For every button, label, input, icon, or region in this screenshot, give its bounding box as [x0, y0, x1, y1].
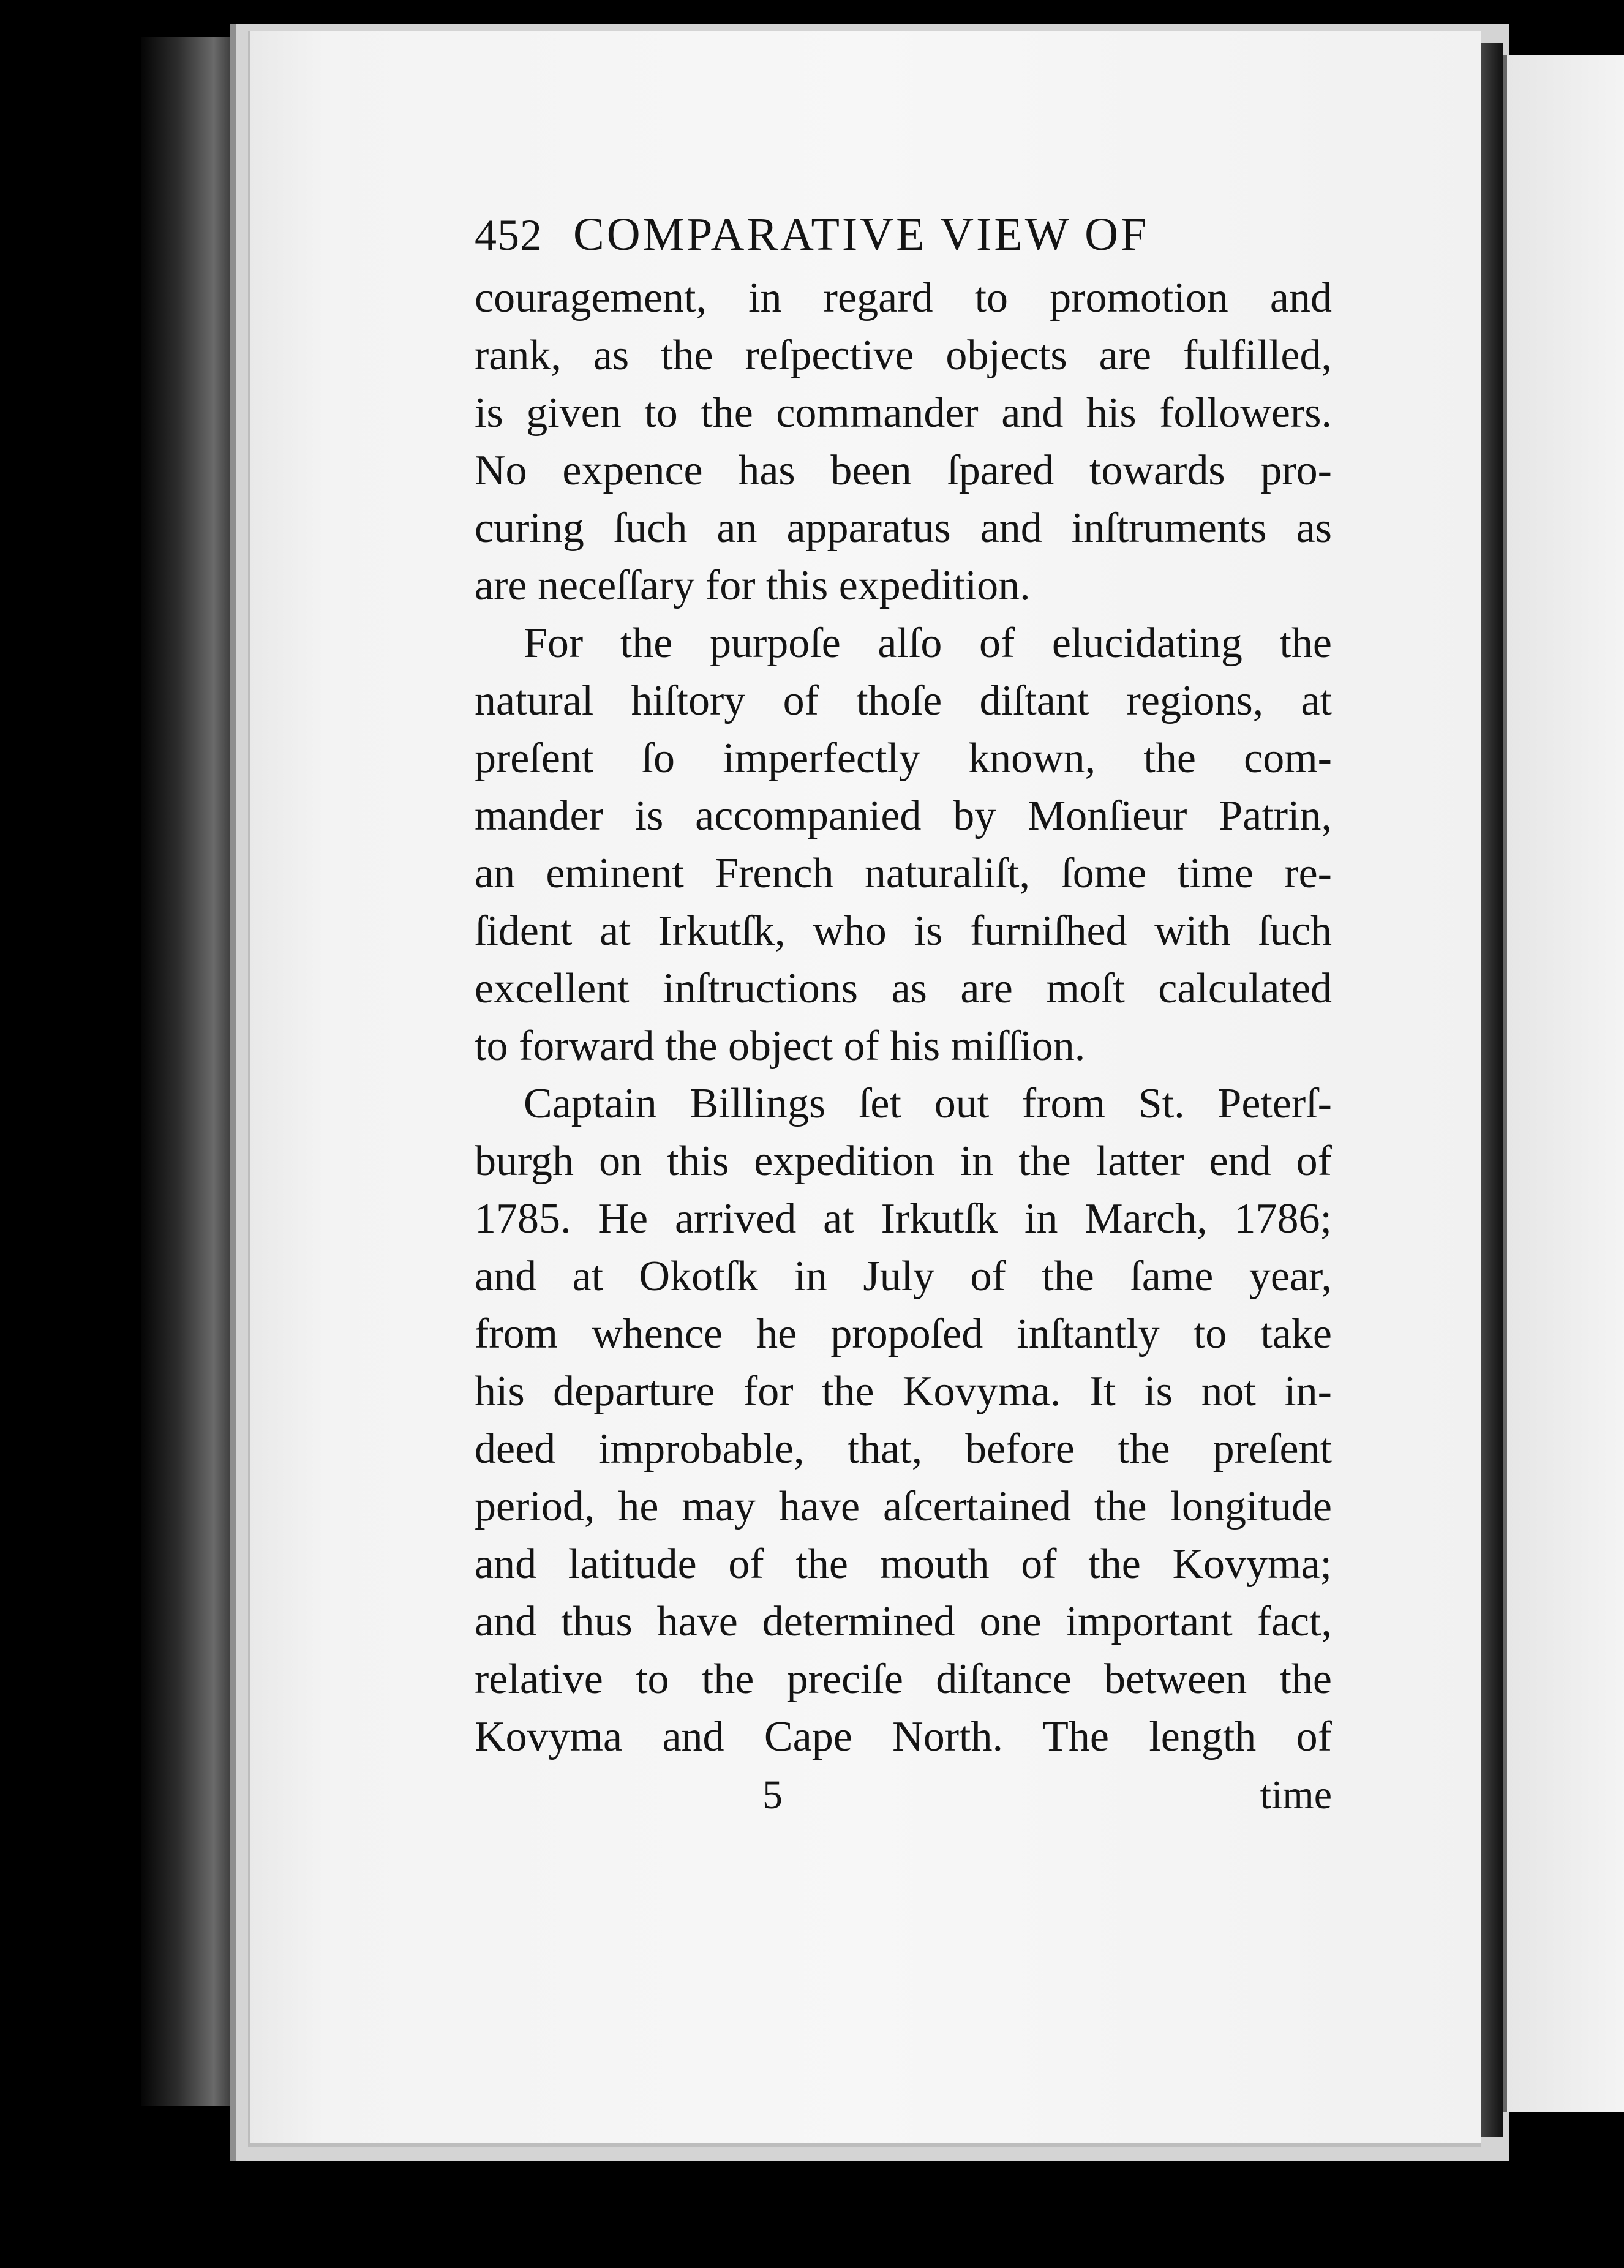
text-line: excellent inſtructions as are moſt calculated — [475, 965, 1332, 1012]
text-line: 1785. He arrived at Irkutſk in March, 1786; — [475, 1195, 1332, 1242]
text-line: No expence has been ſpared towards pro- — [475, 447, 1332, 494]
text-line: mander is accompanied by Monſieur Patrin, — [475, 792, 1332, 839]
text-line: deed improbable, that, before the preſent — [475, 1425, 1332, 1473]
facing-page-edge — [1503, 55, 1624, 2112]
text-line: burgh on this expedition in the latter end of — [475, 1138, 1332, 1185]
text-line: and at Okotſk in July of the ſame year, — [475, 1253, 1332, 1300]
text-line: his departure for the Kovyma. It is not in- — [475, 1368, 1332, 1415]
page-gutter-shadow — [1481, 43, 1503, 2137]
signature-mark: 5 — [762, 1773, 783, 1817]
text-line: relative to the preciſe diſtance between the — [475, 1656, 1332, 1703]
text-line: Captain Billings ſet out from St. Peterſ- — [524, 1080, 1332, 1127]
text-line: couragement, in regard to promotion and — [475, 274, 1332, 321]
text-line: to forward the object of his miſſion. — [475, 1023, 1086, 1070]
text-line: is given to the commander and his followers. — [475, 389, 1332, 437]
text-line: ſident at Irkutſk, who is furniſhed with ſuch — [475, 907, 1332, 955]
body-text — [475, 269, 1332, 1766]
page-text-block — [475, 208, 1332, 1819]
catchword: time — [1260, 1773, 1332, 1817]
text-line: and latitude of the mouth of the Kovyma; — [475, 1541, 1332, 1588]
text-line: an eminent French naturaliſt, ſome time re- — [475, 850, 1332, 897]
text-line: preſent ſo imperfectly known, the com- — [475, 735, 1332, 782]
page-footer — [475, 1772, 1332, 1819]
text-line: For the purpoſe alſo of elucidating the — [524, 620, 1332, 667]
running-title: COMPARATIVE VIEW OF — [573, 209, 1149, 260]
running-head — [475, 208, 1332, 269]
text-line: natural hiſtory of thoſe diſtant regions, at — [475, 677, 1332, 724]
text-line: curing ſuch an apparatus and inſtruments as — [475, 505, 1332, 552]
text-line: are neceſſary for this expedition. — [475, 562, 1031, 609]
text-line: rank, as the reſpective objects are fulfilled, — [475, 332, 1332, 379]
text-line: from whence he propoſed inſtantly to take — [475, 1310, 1332, 1357]
text-line: Kovyma and Cape North. The length of — [475, 1713, 1332, 1760]
text-line: period, he may have aſcertained the longitude — [475, 1483, 1332, 1530]
page-number: 452 — [475, 211, 543, 260]
text-line: and thus have determined one important fact, — [475, 1598, 1332, 1645]
